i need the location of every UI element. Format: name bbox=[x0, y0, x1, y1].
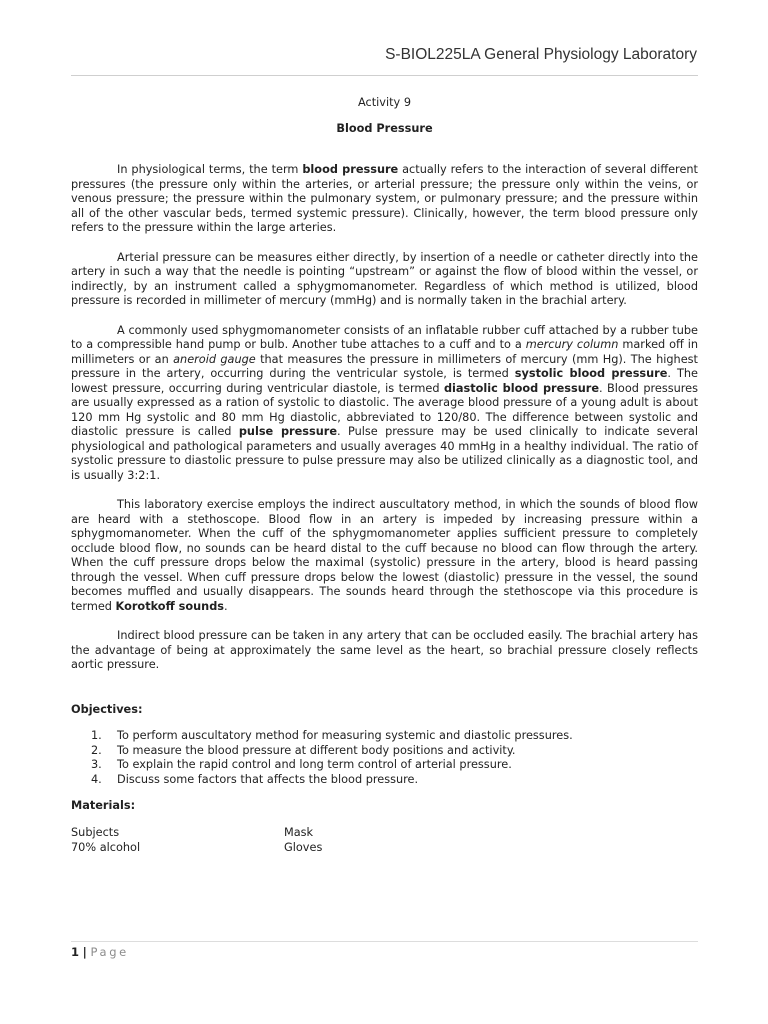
italic-term: aneroid gauge bbox=[173, 352, 256, 366]
footer-divider bbox=[71, 941, 698, 942]
objective-number: 4. bbox=[91, 772, 102, 786]
text-run: Arterial pressure can be measures either directly, by insertion of a needle or catheter directly into the artery in such a way that the needle is pointing “upstream” or against the flow of blood within the vessel, or indirectly, by an instrument called a sphygmomanometer. Regardless of which method is utilized, blood pressure is recorded in millimeter of mercury (mmHg) and is normally taken in the brachial artery. bbox=[71, 250, 698, 307]
body-paragraph bbox=[71, 498, 698, 614]
bold-term: Korotkoff sounds bbox=[115, 599, 225, 613]
body-paragraph bbox=[71, 163, 698, 236]
document-body bbox=[71, 96, 698, 856]
objective-number: 2. bbox=[91, 743, 102, 757]
body-paragraph bbox=[71, 629, 698, 673]
objective-text: To measure the blood pressure at different body positions and activity. bbox=[117, 743, 516, 757]
text-run: . Blood pressures are usually expressed as a ration of systolic to diastolic. The average blood pressure of a young adult is about 120 mm Hg systolic and 80 mm Hg diastolic, abbreviated to 120/80. The difference between systolic and diastolic pressure is called bbox=[71, 381, 699, 438]
body-paragraph bbox=[71, 251, 698, 309]
text-run: actually refers to the interaction of several different pressures (the pressure only within the arteries, or arterial pressure; the pressure only within the veins, or venous pressure; the pressure within the pulmonary system, or pulmonary pressure; and the pressure within all of the other vascular beds, termed systemic pressure). Clinically, however, the term blood pressure only refers to the pressure within the large arteries. bbox=[71, 163, 698, 234]
bold-term: diastolic blood pressure bbox=[443, 381, 600, 395]
page-footer bbox=[71, 945, 129, 959]
header-divider bbox=[71, 75, 698, 76]
material-item: Mask bbox=[284, 825, 314, 839]
materials-row bbox=[71, 841, 698, 856]
objective-item bbox=[71, 758, 698, 773]
objective-item bbox=[71, 729, 698, 744]
paragraphs bbox=[71, 163, 698, 673]
header-title: S-BIOL225LA General Physiology Laboratory bbox=[385, 46, 697, 63]
text-run: . Pulse pressure may be used clinically to indicate several physiological and pathological parameters and usually averages 40 mmHg in a healthy individual. The ratio of systolic pressure to diastolic pressure to pulse pressure may also be utilized clinically as a diagnostic tool, and is usually 3:2:1. bbox=[71, 425, 698, 482]
objective-text: To perform auscultatory method for measuring systemic and diastolic pressures. bbox=[117, 729, 573, 742]
objectives-heading: Objectives: bbox=[71, 702, 143, 716]
materials-row bbox=[71, 826, 698, 841]
bold-term: blood pressure bbox=[302, 163, 399, 176]
activity-label: Activity 9 bbox=[357, 96, 412, 109]
text-run: A commonly used sphygmomanometer consists of an inflatable rubber cuff attached by a rubber tube to a compressible hand pump or bulb. Another tube attaches to a cuff and to a bbox=[71, 323, 698, 351]
material-item: 70% alcohol bbox=[71, 840, 141, 854]
text-run: In physiological terms, the term bbox=[117, 163, 303, 176]
document-title: Blood Pressure bbox=[336, 122, 433, 135]
text-run: . The lowest pressure, occurring during ventricular diastole, is termed bbox=[71, 367, 698, 395]
objective-number: 3. bbox=[91, 758, 102, 771]
text-run: marked off in millimeters or an bbox=[71, 338, 699, 366]
bold-term: pulse pressure bbox=[238, 425, 337, 438]
material-item: Subjects bbox=[71, 825, 120, 839]
objective-item bbox=[71, 773, 698, 788]
bold-term: systolic blood pressure bbox=[514, 367, 668, 380]
text-run: Indirect blood pressure can be taken in any artery that can be occluded easily. The brachial artery has the advantage of being at approximately the same level as the heart, so brachial pressure closely reflects aortic pressure. bbox=[71, 629, 698, 671]
footer-separator: | bbox=[82, 945, 87, 959]
page-number: 1 bbox=[71, 945, 80, 959]
text-run: This laboratory exercise employs the indirect auscultatory method, in which the sounds of blood flow are heard with a stethoscope. Blood flow in an artery is impeded by increasing pressure within a sphygmomanometer. When the cuff of the sphygmomanometer applies sufficient pressure to completely occlude blood flow, no sounds can be heard distal to the cuff because no blood can flow through the artery. When the cuff pressure drops below the maximal (systolic) pressure in the artery, blood is heard passing through the vessel. When cuff pressure drops below the lowest (diastolic) pressure in the vessel, the sound becomes muffled and usually disappears. The sounds heard through the stethoscope via this procedure is termed bbox=[71, 498, 698, 613]
material-item: Gloves bbox=[284, 840, 323, 854]
materials-heading: Materials: bbox=[71, 799, 136, 812]
objective-item bbox=[71, 744, 698, 759]
objective-number: 1. bbox=[91, 729, 102, 742]
text-run: that measures the pressure in millimeters of mercury (mm Hg). The highest pressure in the artery, occurring during the ventricular systole, is termed bbox=[71, 352, 698, 380]
objective-text: To explain the rapid control and long term control of arterial pressure. bbox=[117, 758, 512, 771]
page-label: Page bbox=[90, 945, 129, 959]
materials-list bbox=[71, 826, 698, 856]
italic-term: mercury column bbox=[525, 338, 619, 351]
objectives-list bbox=[71, 729, 698, 787]
body-paragraph bbox=[71, 324, 698, 484]
objective-text: Discuss some factors that affects the blood pressure. bbox=[117, 772, 419, 786]
text-run: . bbox=[224, 599, 228, 613]
